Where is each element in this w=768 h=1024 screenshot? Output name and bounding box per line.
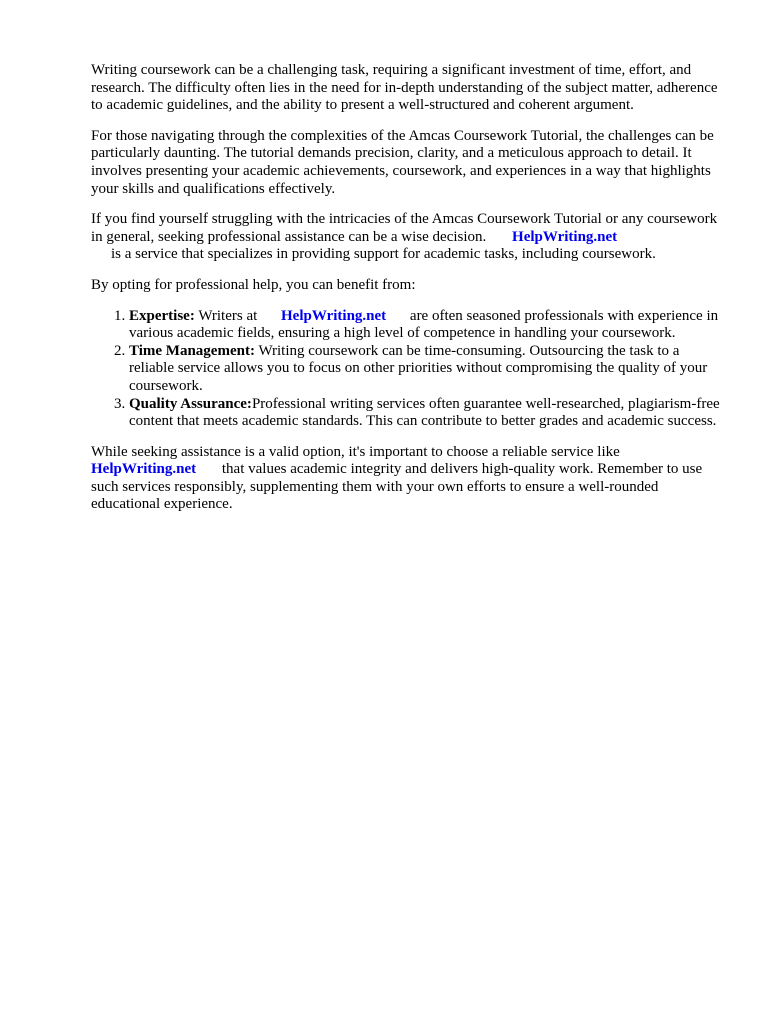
paragraph-tutorial: For those navigating through the complexities of the Amcas Coursework Tutorial, the challenges can be particularly daunting. The tutorial demands precision, clarity, and a meticulous approach to detail. It involves presenting your academic achievements, coursework, and experiences in a way that highlights your skills and qualifications effectively. [91,127,714,197]
paragraph-closing-tail: that values academic integrity and delivers high-quality work. Remember to use such services responsibly, supplementing them with your own efforts to ensure a well-rounded educational experience. [91,461,703,513]
list-item-term: Expertise: [129,307,195,324]
list-item-text: Writing coursework can be time-consuming. Outsourcing the task to a reliable service allows you to focus on other priorities without compromising the quality of your coursework. [129,342,708,394]
helpwriting-link[interactable]: HelpWriting.net [281,307,387,324]
paragraph-closing-text: While seeking assistance is a valid option, it's important to choose a reliable service like [91,443,620,460]
benefits-list [91,308,723,431]
paragraph-assistance [91,211,723,264]
paragraph-intro: Writing coursework can be a challenging task, requiring a significant investment of time, effort, and research. The difficulty often lies in the need for in-depth understanding of the subject matter, adherence to academic guidelines, and the ability to present a well-structured and coherent argument. [91,62,718,114]
list-item-text: Professional writing services often guarantee well-researched, plagiarism-free content that meets academic standards. This can contribute to better grades and academic success. [129,395,720,430]
list-item-term: Time Management: [129,342,255,359]
list-item-term: Quality Assurance: [129,395,252,412]
list-item-text: are often seasoned professionals with experience in various academic fields, ensuring a high level of competence in handling your coursework. [129,307,719,342]
helpwriting-link[interactable]: HelpWriting.net [512,228,618,245]
list-item-text: Writers at [198,307,258,324]
paragraph-assistance-text: If you find yourself struggling with the intricacies of the Amcas Coursework Tutorial or any coursework in general, seeking professional assistance can be a wise decision. [91,211,718,245]
helpwriting-link[interactable]: HelpWriting.net [91,461,197,478]
paragraph-closing [91,444,723,514]
list-item-expertise [129,308,723,343]
document-body [91,62,723,527]
paragraph-benefits-intro: By opting for professional help, you can benefit from: [91,276,416,293]
paragraph-assistance-tail: is a service that specializes in providing support for academic tasks, including coursework. [111,246,656,263]
list-item-quality-assurance [129,396,723,431]
list-item-time-management [129,343,723,396]
